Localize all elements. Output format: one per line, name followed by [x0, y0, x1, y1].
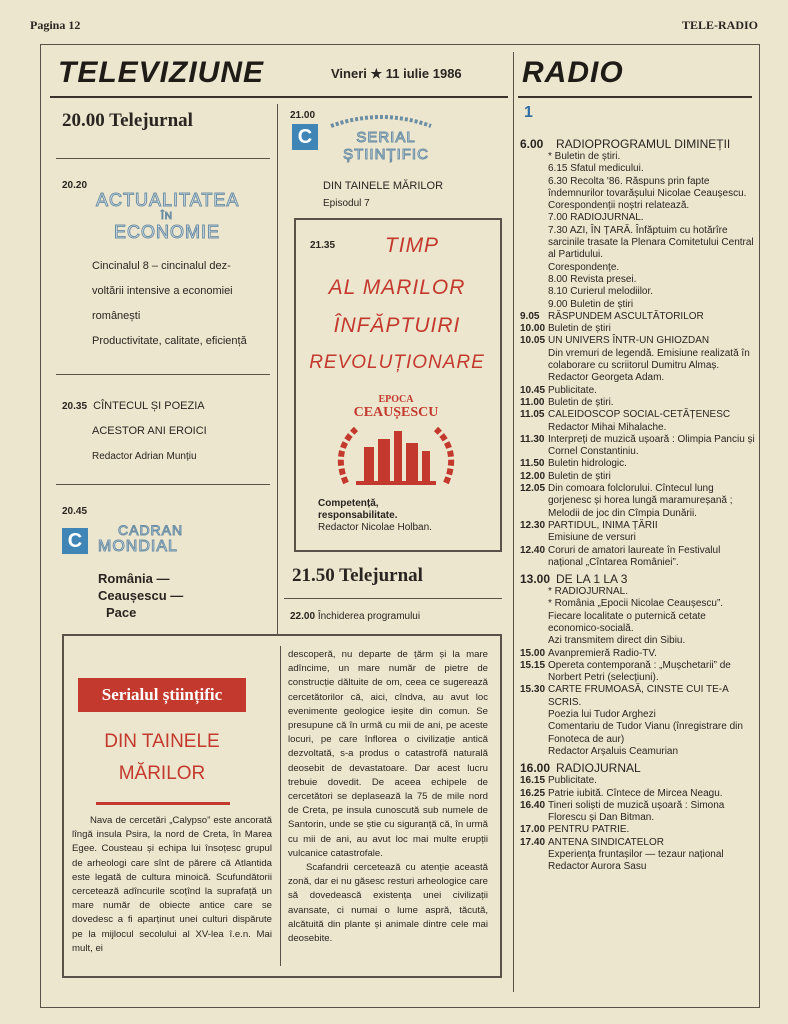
radio-item-time: 12.00 — [520, 470, 546, 482]
radio-item — [520, 372, 758, 384]
radio-item — [520, 286, 758, 298]
radio-item-text: Corespondenții noștri relatează. — [548, 200, 690, 212]
laurel-emblem-icon — [326, 421, 466, 491]
radio-item — [520, 532, 758, 544]
radio-item-text: * Buletin de știri. — [548, 151, 621, 162]
article-column-1: Nava de cercetări „Calypso” este ancorată lîngă insula Psira, la nord de Creta, în Marea Egee. Cousteau și echipa lui însoțesc grupul de arheologi care sînt de părere că Atlantida este legată de cultura minoică. Scufundătorii cercetează adîncurile scoțînd la suprafață un mare număr de obiecte antice care se dovedesc a fi aparținut unei culturi dispărute pe la mijlocul secolului al XV-lea î.e.n. Mai mult, ei — [72, 815, 272, 954]
radio-item — [520, 137, 758, 151]
radio-item — [520, 471, 758, 483]
radio-item-time: 11.50 — [520, 458, 545, 470]
radio-item — [520, 176, 758, 201]
radio-item-time: 12.40 — [520, 544, 546, 556]
radio-item-text: DE LA 1 LA 3 — [556, 572, 628, 587]
radio-item — [520, 520, 758, 532]
cadran-mondial-logo: CADRAN MONDIAL — [98, 522, 184, 555]
serial-stiintific-logo: SERIAL ȘTIINȚIFIC — [326, 112, 446, 163]
radio-item — [520, 299, 758, 311]
radio-item-time: 10.00 — [520, 323, 546, 335]
radio-item-text: Experiența fruntașilor — tezaur național — [548, 849, 724, 861]
radio-item-time: 15.15 — [520, 659, 546, 671]
radio-item-text: Din comoara folclorului. Cîntecul lung gorjenesc și horea lungă maramureșană ; Melodii de joc din Cîmpia Dunării. — [548, 483, 733, 519]
program-description: Cincinalul 8 – cincinalul dez- voltării intensive a economiei românești Productivitate, calitate, eficiență — [92, 260, 247, 347]
radio-item — [520, 684, 758, 709]
radio-item-time: 11.30 — [520, 433, 545, 445]
tv-header-rule — [50, 96, 508, 98]
article-title: DIN TAINELE MĂRILOR — [104, 731, 220, 784]
radio-item — [520, 225, 758, 262]
radio-item-text: Comentariu de Tudor Vianu (înregistrare din Fonoteca de aur) — [548, 721, 743, 745]
program-time: 20.45 — [62, 506, 88, 517]
radio-item — [520, 861, 758, 873]
radio-item — [520, 788, 758, 800]
radio-item-text: Redactor Arșaluis Ceamurian — [548, 745, 679, 757]
tv-title: TELEVIZIUNE — [58, 56, 265, 89]
radio-item — [520, 775, 758, 787]
radio-item-text: 9.00 Buletin de știri — [548, 298, 634, 310]
radio-item-text: 7.00 RADIOJURNAL. — [548, 212, 644, 224]
program-telejurnal-2 — [292, 565, 423, 587]
radio-item — [520, 824, 758, 836]
radio-schedule — [520, 134, 758, 874]
article-column-divider — [280, 646, 281, 966]
radio-item — [520, 212, 758, 224]
radio-item — [520, 323, 758, 335]
radio-item — [520, 397, 758, 409]
program-cintecul: 20.35 CÎNTECUL ȘI POEZIA ACESTOR ANI EROICI Redactor Adrian Munțiu — [62, 400, 207, 462]
radio-item — [520, 598, 758, 635]
radio-item-text: Publicitate. — [548, 775, 597, 787]
radio-item-text: 8.10 Curierul melodiilor. — [548, 286, 654, 298]
radio-item — [520, 837, 758, 849]
radio-item-text: Tineri soliști de muzică ușoară : Simona Florescu și Dan Bitman. — [548, 799, 725, 824]
radio-item-text: 8.00 Revista presei. — [548, 273, 637, 285]
radio-item — [520, 746, 758, 758]
radio-item — [520, 586, 758, 598]
radio-item-text: RĂSPUNDEM ASCULTĂTORILOR — [548, 310, 704, 322]
radio-item — [520, 761, 758, 775]
radio-item-time: 10.45 — [520, 384, 546, 396]
radio-item-time: 9.05 — [520, 310, 540, 322]
program-description: România — Ceaușescu — Pace — [98, 571, 184, 620]
radio-item-text: 6.30 Recolta '86. Răspuns prin fapte îndemnurilor tovarășului Nicolae Ceaușescu. — [548, 175, 747, 199]
program-description: DIN TAINELE MĂRILOR Episodul 7 — [323, 180, 444, 209]
section-name: TELE-RADIO — [681, 18, 758, 32]
radio-item — [520, 721, 758, 746]
radio-item — [520, 648, 758, 660]
radio-item — [520, 545, 758, 570]
radio-item-text: Corespondențe. — [548, 261, 620, 273]
radio-divider — [513, 52, 514, 992]
radio-item-text: CALEIDOSCOP SOCIAL-CETĂȚENESC — [548, 409, 731, 421]
radio-item — [520, 151, 758, 163]
radio-item — [520, 348, 758, 373]
radio-item — [520, 200, 758, 212]
epoca-ceausescu-emblem: EPOCA CEAUȘESCU — [326, 394, 466, 496]
radio-item-time: 17.40 — [520, 836, 546, 848]
radio-item-text: Opereta contemporană : „Mușchetarii” de Norbert Petri (selecțiuni). — [548, 659, 731, 684]
radio-item-text: CARTE FRUMOASĂ, CINSTE CUI TE-A SCRIS. — [548, 684, 729, 708]
radio-item-time: 16.15 — [520, 775, 546, 787]
radio-item-text: Buletin de știri — [548, 323, 611, 335]
radio-item-text: 7.30 AZI, ÎN ȚARĂ. Înfăptuim cu hotărîre sarcinile trasate la Plenara Comitetului Central al Partidului. — [548, 224, 754, 261]
program-title: Telejurnal — [109, 110, 193, 131]
radio-item-text: RADIOJURNAL — [556, 761, 641, 776]
program-time: 21.50 — [292, 565, 335, 586]
radio-item-text: UN UNIVERS ÎNTR-UN GHIOZDAN — [548, 335, 710, 347]
radio-item-time: 13.00 — [520, 572, 551, 587]
actualitatea-logo: ACTUALITATEA ÎN ECONOMIE — [96, 190, 240, 242]
radio-item — [520, 311, 758, 323]
radio-item-text: Buletin de știri. — [548, 396, 614, 408]
radio-item-text: Redactor Mihai Mihalache. — [548, 421, 667, 433]
article-column-2: descoperă, nu departe de țărm și la mare adîncime, un mare număr de pietre de construcție dăltuite de om, ceea ce sugerează cercetătorilor că, aici, cîndva, au avut loc evenimente geologice ieșite din comun. Se presupune că în urmă cu mii de ani, pe aceste locuri, pe care înflorea o civilizație antică dezvoltată, s-a produs o catastrofă naturală deosebit de devastatoare. Dar acest lucru trebuie dovedit. De aceea echipele de cercetători se deplasează la 75 de mile nord de Creta, pe insula cunoscută sub numele de Santorin, unde se știe cu siguranță că, în urmă cu mii de ani, au avut loc mai multe erupții vulcanice catastrofale. Scafandrii cercetează cu atenție această zonă, dar ei nu găsesc resturi arheologice care să dovedească existența unei civilizații avansate, ci numai o lume aspră, tăcută, alcătuită din plante și animale dintre cele mai deosebite. — [288, 649, 488, 945]
radio-item-time: 17.00 — [520, 824, 546, 836]
program-time: 20.00 — [62, 110, 105, 131]
program-time: 21.35 — [310, 240, 336, 251]
tv-column-divider — [277, 104, 278, 634]
program-closing: 22.00 Închiderea programului — [290, 611, 421, 622]
radio-item — [520, 849, 758, 861]
radio-item-text: Emisiune de versuri — [548, 532, 636, 544]
radio-item — [520, 709, 758, 721]
radio-item-text: Poezia lui Tudor Arghezi — [548, 709, 656, 721]
radio-item-text: PENTRU PATRIE. — [548, 824, 630, 836]
radio-item — [520, 163, 758, 175]
radio-item-text: RADIOPROGRAMUL DIMINEȚII — [556, 137, 731, 151]
radio-item-text: Redactor Aurora Sasu — [548, 861, 647, 873]
radio-item — [520, 262, 758, 274]
program-title: Telejurnal — [339, 565, 423, 586]
radio-item — [520, 800, 758, 825]
radio-item-text: Din vremuri de legendă. Emisiune realizată în colaborare cu scriitorul Dumitru Almaș. — [548, 347, 750, 372]
channel-c-icon: C — [292, 124, 318, 150]
radio-item-text: Patrie iubită. Cîntece de Mircea Neagu. — [548, 787, 723, 799]
radio-program-number: 1 — [524, 104, 533, 121]
radio-title: RADIO — [522, 56, 624, 89]
radio-item-text: Buletin hidrologic. — [548, 458, 627, 470]
article-banner: Serialul științific — [78, 678, 246, 712]
program-description: Competență, responsabilitate. Redactor Nicolae Holban. — [318, 498, 432, 533]
radio-item-time: 15.30 — [520, 684, 546, 696]
radio-item-time: 10.05 — [520, 335, 546, 347]
radio-item-text: * România „Epocii Nicolae Ceaușescu”. Fiecare localitate o puternică cetate economico-socială. — [548, 598, 724, 634]
arc-decoration-icon — [326, 112, 436, 128]
radio-item-text: ANTENA SINDICATELOR — [548, 836, 664, 848]
page-number: Pagina 12 — [30, 18, 81, 32]
radio-item-text: * RADIOJURNAL. — [548, 586, 629, 598]
radio-item-time: 12.05 — [520, 483, 546, 495]
radio-item-text: Azi transmitem direct din Sibiu. — [548, 635, 686, 647]
radio-item-time: 11.00 — [520, 396, 545, 408]
radio-item-time: 16.25 — [520, 787, 546, 799]
radio-item — [520, 458, 758, 470]
radio-item — [520, 422, 758, 434]
tv-date: Vineri ★ 11 iulie 1986 — [331, 66, 462, 81]
radio-item — [520, 483, 758, 520]
radio-item-text: Buletin de știri — [548, 470, 611, 482]
radio-item — [520, 409, 758, 421]
radio-item-time: 12.30 — [520, 519, 546, 531]
radio-item-text: PARTIDUL, INIMA ȚĂRII — [548, 519, 658, 531]
radio-item-text: Redactor Georgeta Adam. — [548, 372, 665, 384]
radio-item-time: 15.00 — [520, 647, 546, 659]
radio-item-time: 6.00 — [520, 137, 544, 151]
radio-item-text: Coruri de amatori laureate în Festivalul național „Cîntarea României”. — [548, 544, 721, 568]
program-time: 20.20 — [62, 180, 88, 191]
radio-item-text: Interpreți de muzică ușoară : Olimpia Panciu și Cornel Constantiniu. — [548, 433, 755, 458]
channel-c-icon: C — [62, 528, 88, 554]
radio-item-time: 16.00 — [520, 761, 551, 776]
radio-item-time: 16.40 — [520, 799, 546, 811]
radio-item — [520, 274, 758, 286]
radio-item — [520, 434, 758, 459]
program-telejurnal-1 — [62, 110, 193, 132]
radio-item — [520, 385, 758, 397]
radio-item — [520, 660, 758, 685]
program-time: 21.00 — [290, 110, 316, 121]
radio-item — [520, 635, 758, 647]
radio-item-text: Publicitate. — [548, 384, 597, 396]
radio-item-text: Avanpremieră Radio-TV. — [548, 647, 657, 659]
radio-item-text: 6.15 Sfatul medicului. — [548, 163, 644, 175]
timp-title: TIMP AL MARILOR ÎNFĂPTUIRI REVOLUȚIONARE — [309, 234, 485, 373]
radio-item — [520, 572, 758, 586]
radio-item-time: 11.05 — [520, 409, 545, 421]
radio-item — [520, 335, 758, 347]
